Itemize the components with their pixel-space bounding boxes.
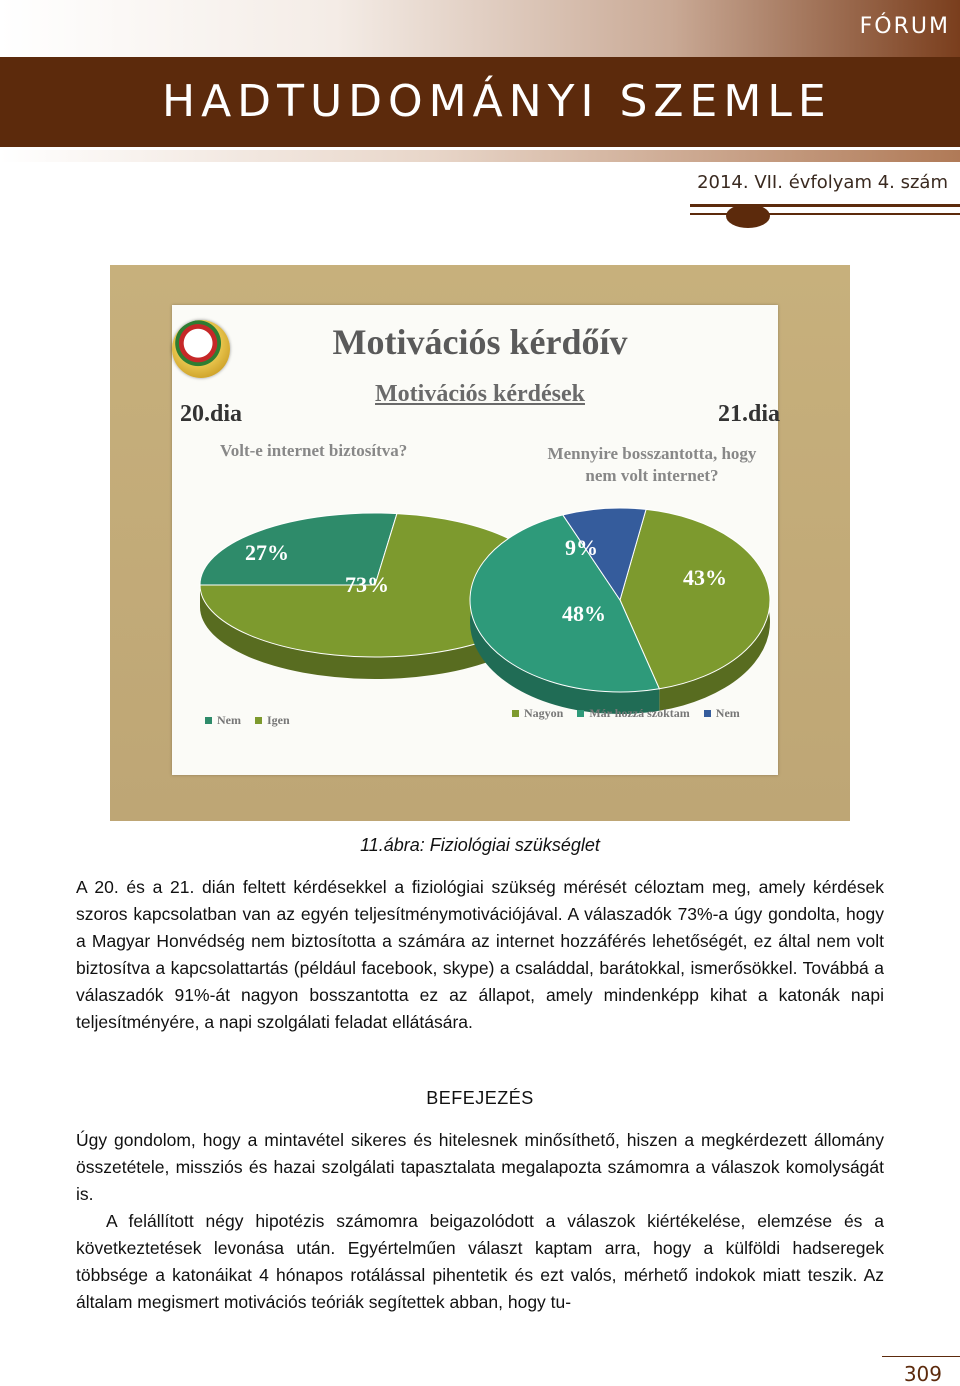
legend-label: Igen	[267, 713, 290, 727]
decorative-line	[690, 204, 960, 207]
decorative-oval	[726, 204, 770, 228]
legend-item	[577, 706, 689, 721]
legend-swatch	[205, 717, 212, 724]
legend-swatch	[577, 710, 584, 717]
header-sub-strip	[0, 150, 960, 162]
page-number: 309	[903, 1362, 942, 1386]
legend-item	[512, 706, 563, 721]
pie-slice-label: 43%	[683, 565, 727, 590]
legend-left	[205, 713, 290, 728]
slide-subtitle: Motivációs kérdések	[375, 381, 585, 407]
body-paragraph: A 20. és a 21. dián feltett kérdésekkel a fiziológiai szükség mérését céloztam meg, amely kérdések szoros kapcsolatban van az egyén teljesítménymotivációjával. A válaszadók 73%-a úgy gondolta, hogy a Magyar Honvédség nem biztosította a számára az internet hozzáférés lehetőségét, ez által nem volt biztosítva a kapcsolattartás (például facebook, skype) a családdal, barátokkal, ismerősökkel. Továbbá a válaszadók 91%-át nagyon bosszantotta ez az állapot, amely mindenképp kihat a katonák napi teljesítményére, a napi szolgálati feladat ellátására.	[76, 877, 884, 1032]
legend-item	[704, 706, 740, 721]
question-left: Volt-e internet biztosítva?	[220, 441, 408, 460]
pie-chart-right	[470, 508, 770, 714]
legend-right	[512, 706, 740, 721]
question-right-line2: nem volt internet?	[585, 466, 719, 485]
legend-item	[255, 713, 290, 728]
pie-slice-label: 48%	[562, 601, 606, 626]
legend-item	[205, 713, 241, 728]
figure-slide	[110, 265, 850, 821]
pie-slice-label: 27%	[245, 540, 289, 565]
header-top-strip	[0, 0, 960, 57]
pie-slice-label: 73%	[345, 572, 389, 597]
legend-swatch	[704, 710, 711, 717]
issue-info: 2014. VII. évfolyam 4. szám	[697, 172, 948, 193]
slide-label-right: 21.dia	[718, 401, 781, 427]
section-label: FÓRUM	[859, 14, 950, 39]
question-right-line1: Mennyire bosszantotta, hogy	[547, 444, 757, 463]
section-heading: BEFEJEZÉS	[426, 1088, 534, 1108]
slide-title: Motivációs kérdőív	[332, 322, 628, 362]
legend-label: Már hozzá szoktam	[589, 706, 690, 720]
body-paragraph: A felállított négy hipotézis számomra beigazolódott a válaszok kiértékelése, elemzése és a következtetések levonása után. Egyértelműen választ kaptam arra, hogy a külföldi hadseregek többsége a katonáikat 4 hónapos rotálással pihentetik és ezt valós, mérhető indokok miatt teszik. Az általam megismert motivációs teóriák segítettek abban, hogy tu-	[76, 1211, 884, 1312]
legend-swatch	[255, 717, 262, 724]
figure-caption: 11.ábra: Fiziológiai szükséglet	[360, 835, 600, 855]
pie-slice-label: 9%	[565, 535, 598, 560]
page-number-rule	[882, 1356, 960, 1357]
legend-label: Nagyon	[524, 706, 564, 720]
legend-label: Nem	[715, 706, 740, 720]
body-paragraph: Úgy gondolom, hogy a mintavétel sikeres és hitelesnek minősíthető, hiszen a megkérdezett állomány összetétele, missziós és hazai szolgálati tapasztalata megalapozta számomra a válaszok komolyságát is.	[76, 1130, 884, 1204]
legend-swatch	[512, 710, 519, 717]
pie-charts	[110, 265, 850, 821]
journal-title: HADTUDOMÁNYI SZEMLE	[162, 76, 832, 127]
slide-label-left: 20.dia	[180, 401, 243, 427]
legend-label: Nem	[217, 713, 241, 727]
